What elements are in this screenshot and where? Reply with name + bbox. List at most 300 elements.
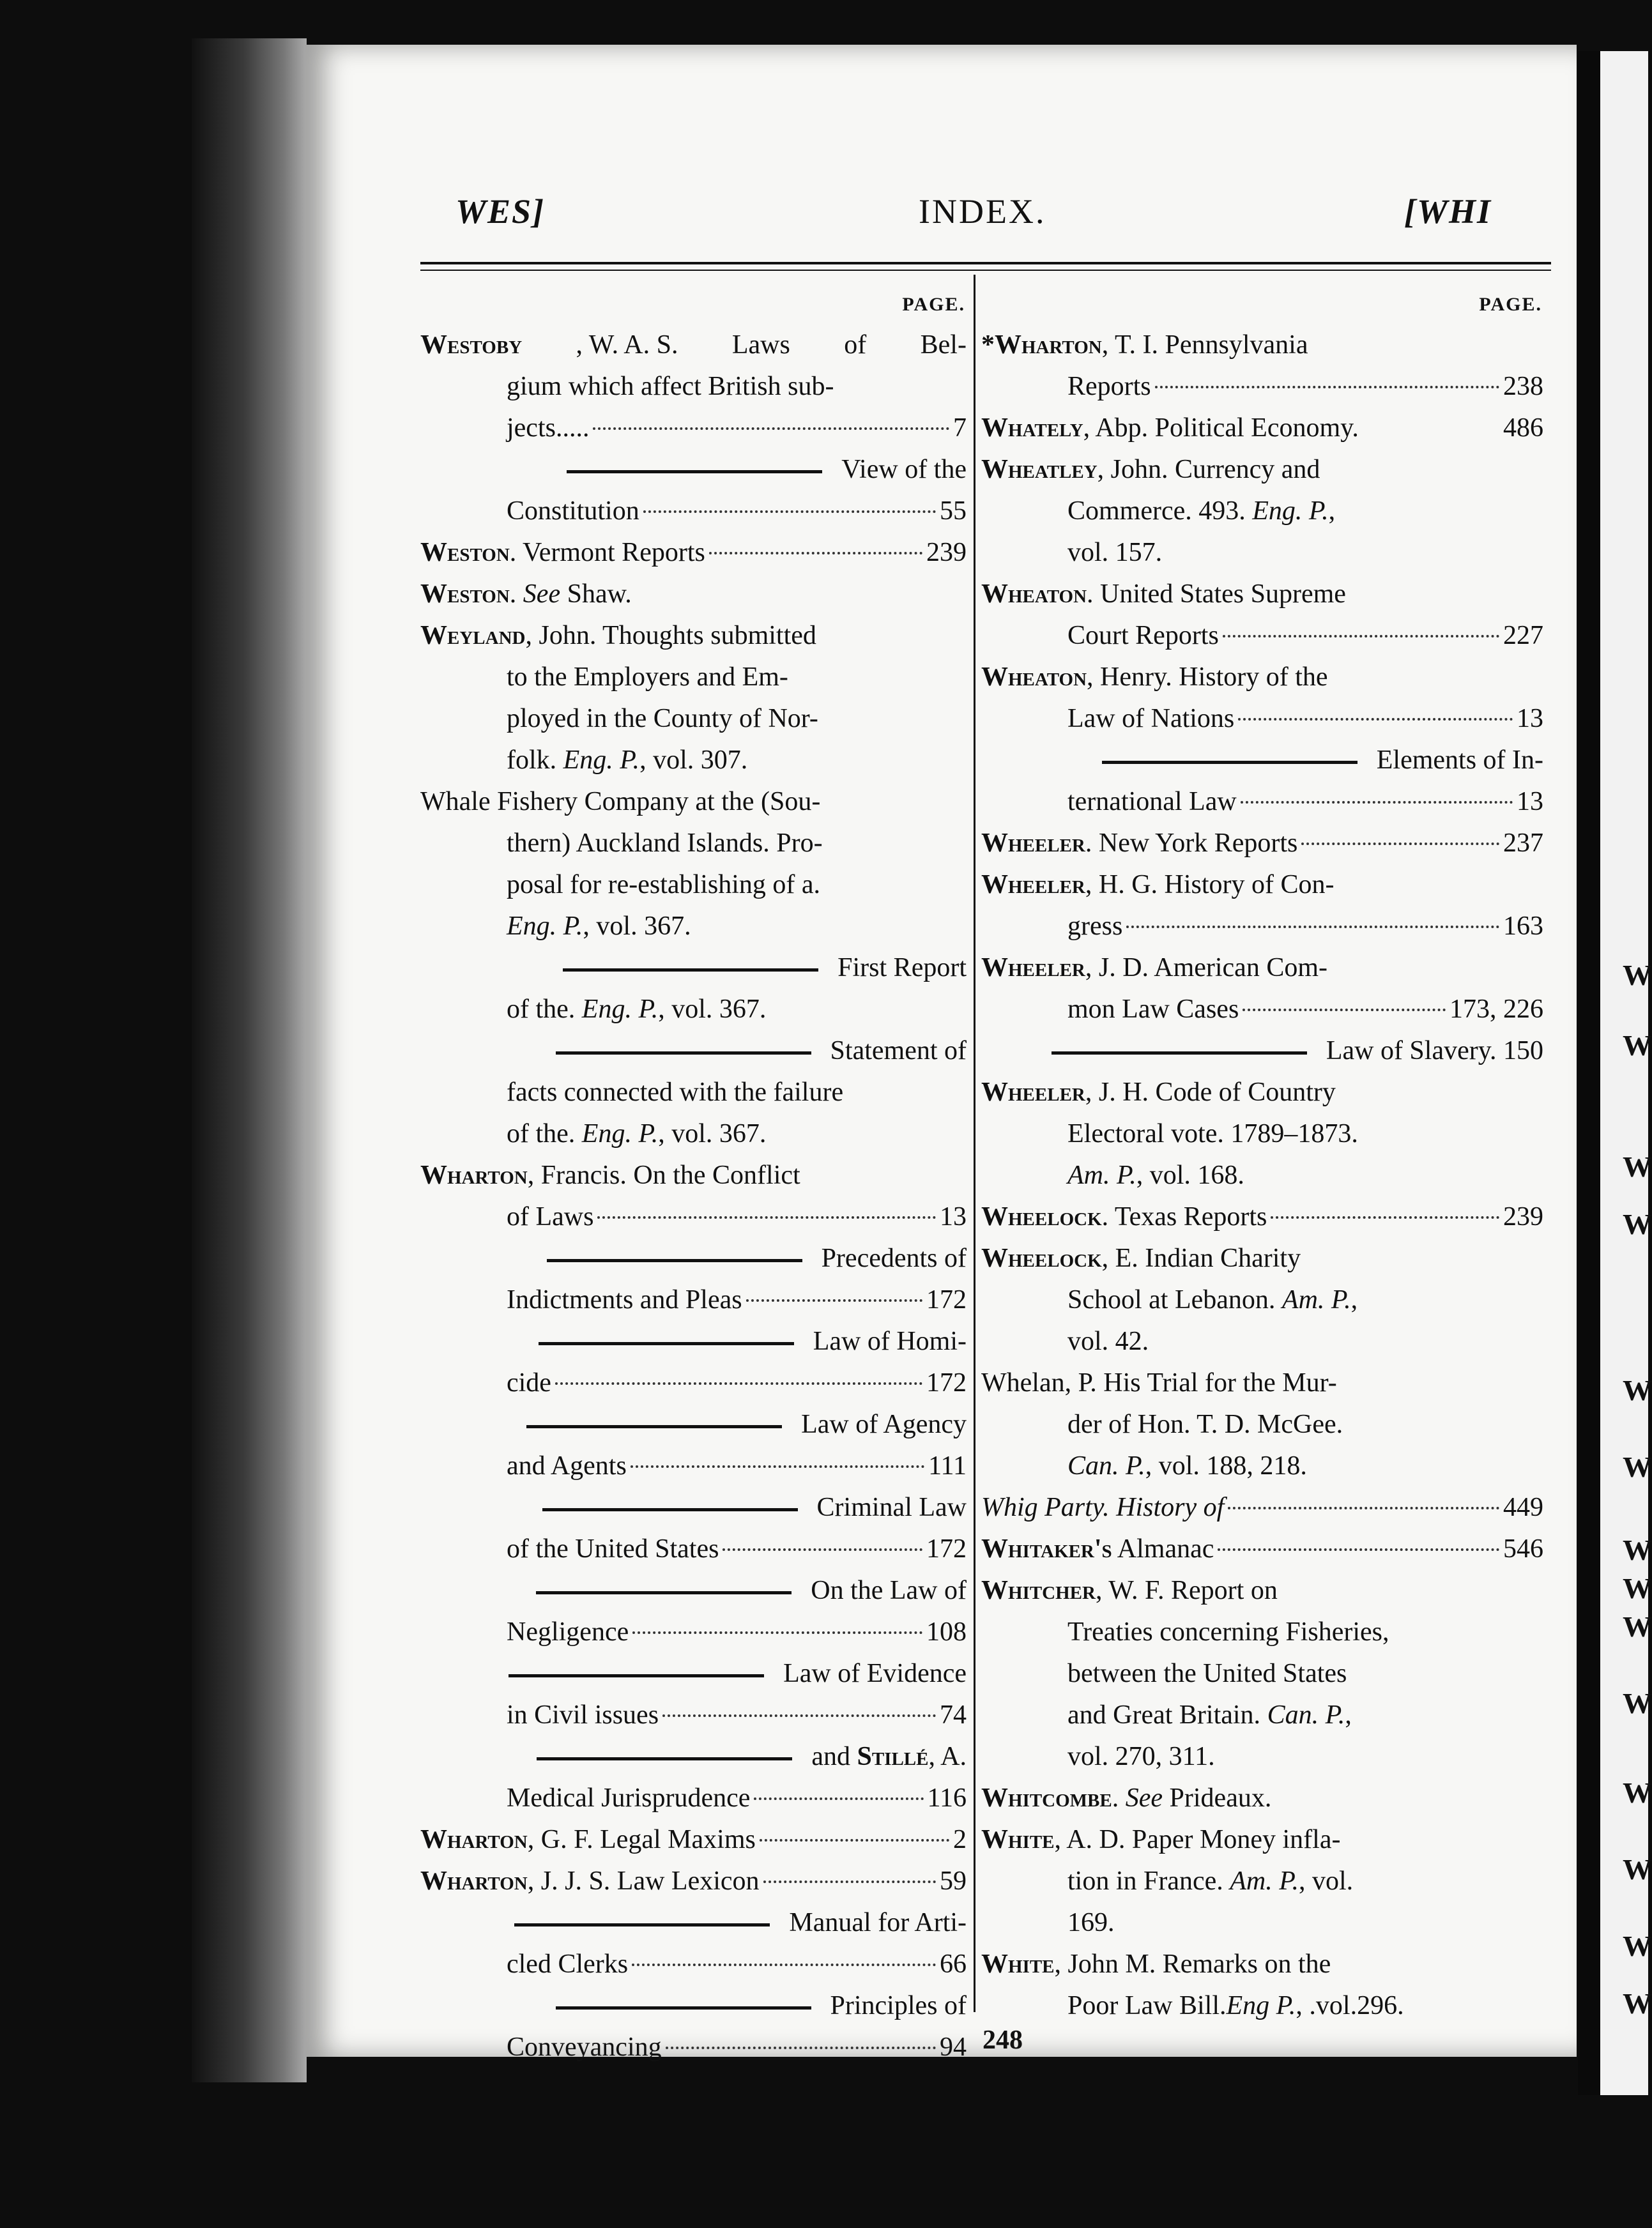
entry-text: , (1350, 1285, 1358, 1315)
entry-line (420, 1529, 967, 1570)
dot-leader (763, 1881, 936, 1883)
dot-leader (1301, 843, 1499, 845)
entry-line (981, 1196, 1543, 1238)
entry-text: . United States Supreme (1087, 579, 1346, 609)
index-entry (420, 615, 967, 781)
entry-text-group (507, 1196, 593, 1238)
entry-heading: Wheelock (981, 1202, 1102, 1232)
entry-text-group (830, 1991, 967, 2020)
entry-text-group (811, 1742, 967, 1771)
entry-line (981, 532, 1543, 574)
entry-line (420, 1030, 967, 1072)
entry-italic: See (523, 579, 561, 609)
index-column-left (420, 294, 967, 2068)
entry-line (981, 740, 1543, 781)
entry-heading: Wheatley (981, 455, 1098, 484)
entry-text: Electoral vote. 1789–1873. (1067, 1119, 1358, 1148)
entry-text: Principles of (830, 1991, 967, 2020)
ditto-rule (1052, 1051, 1307, 1055)
entry-text: facts connected with the failure (507, 1078, 844, 1107)
entry-text: Precedents of (821, 1244, 967, 1273)
index-entry (981, 1529, 1543, 1570)
dot-leader (631, 1465, 924, 1468)
entry-text: , Henry. History of the (1087, 662, 1328, 692)
entry-heading: Wheeler (981, 953, 1085, 982)
page-ref: 486 (1503, 413, 1543, 443)
entry-text: , G. F. Legal Maxims (527, 1825, 756, 1854)
entry-line (420, 1570, 967, 1612)
index-entry (981, 449, 1543, 574)
entry-text-group (507, 2027, 662, 2068)
entry-text: gress (1067, 912, 1123, 941)
entry-text: Constitution (507, 496, 639, 526)
entry-italic: Whig Party. History of (981, 1493, 1225, 1522)
entry-text: Laws (731, 330, 790, 360)
entry-italic: Am. P. (1230, 1866, 1299, 1896)
entry-text-group (507, 1279, 742, 1321)
page-ref: 59 (940, 1866, 967, 1896)
index-entry (981, 1570, 1543, 1778)
entry-text-group (1067, 781, 1237, 823)
index-entry (981, 1778, 1543, 1819)
entry-text-group (837, 953, 967, 982)
entry-text: , vol. 307. (639, 745, 748, 775)
dot-leader (754, 1797, 923, 1800)
dot-leader (760, 1839, 949, 1842)
entry-line (981, 1404, 1543, 1446)
ditto-rule (547, 1259, 802, 1262)
entry-line (420, 906, 967, 947)
index-entry (420, 532, 967, 574)
index-entry (420, 1819, 967, 1861)
entry-text-group (981, 408, 1359, 449)
entry-line (420, 1446, 967, 1487)
index-entry (420, 324, 967, 449)
entry-line (420, 1819, 967, 1861)
entry-text: , vol. (1299, 1866, 1354, 1896)
entry-text: Statement of (830, 1036, 967, 1065)
entry-line (981, 1529, 1543, 1570)
entry-italic: Am. P. (1067, 1161, 1136, 1190)
entry-text: der of Hon. T. D. McGee. (1067, 1410, 1343, 1439)
facing-page-letter: W (1623, 1776, 1652, 1809)
facing-page-letter: W (1623, 959, 1652, 991)
index-entry (981, 1238, 1543, 1362)
entry-text: , E. Indian Charity (1101, 1244, 1301, 1273)
entry-text-group (981, 1529, 1214, 1570)
dot-leader (666, 2047, 936, 2049)
entry-text: jects..... (507, 413, 590, 443)
entry-text: cled Clerks (507, 1950, 629, 1979)
dot-leader (1223, 635, 1499, 637)
entry-text-group (817, 1493, 967, 1522)
entry-text: Law of Evidence (783, 1659, 967, 1688)
entry-text-group (981, 1196, 1267, 1238)
entry-text: . Texas Reports (1101, 1202, 1267, 1232)
entry-text: gium which affect British sub- (507, 372, 834, 401)
page-ref: 108 (926, 1617, 967, 1647)
page-ref: 163 (1503, 912, 1543, 941)
entry-text: Commerce. 493. (1067, 496, 1253, 526)
entry-line (981, 864, 1543, 906)
entry-text-group (507, 1695, 659, 1736)
entry-heading: Whitaker's (981, 1534, 1112, 1564)
entry-heading: Wheaton (981, 662, 1087, 692)
entry-line (981, 1653, 1543, 1695)
entry-line (420, 1653, 967, 1695)
entry-text: of Laws (507, 1202, 594, 1232)
dot-leader (1228, 1507, 1499, 1509)
entry-italic: Eng. P. (1252, 496, 1329, 526)
entry-line (981, 1321, 1543, 1362)
entry-line (981, 615, 1543, 657)
scan-shadow (192, 38, 307, 2082)
entry-text: in Civil issues (507, 1700, 659, 1730)
entry-text: Indictments and Pleas (507, 1285, 742, 1315)
entries-right (981, 324, 1543, 2027)
entry-line (420, 1321, 967, 1362)
entry-line (420, 1902, 967, 1944)
entry-text: , .vol.296. (1296, 1991, 1404, 2020)
facing-page-letter: W (1623, 1930, 1652, 1962)
entry-heading: Wharton (420, 1161, 528, 1190)
entry-text: , A. (928, 1742, 967, 1771)
entry-text-group (1377, 745, 1543, 775)
entry-line (981, 906, 1543, 947)
entry-text: , T. I. Pennsylvania (1101, 330, 1308, 360)
entry-line (981, 1446, 1543, 1487)
entry-text-group (1067, 615, 1219, 657)
entry-text-group (420, 1861, 760, 1902)
column-divider (974, 275, 975, 2012)
entry-line (981, 1902, 1543, 1944)
index-entry (420, 449, 967, 532)
entry-text-group (830, 1036, 967, 1065)
index-entry (981, 864, 1543, 947)
entry-line (420, 615, 967, 657)
entry-italic: Eng. P. (581, 995, 659, 1024)
entry-line (981, 408, 1543, 449)
entry-line (420, 1113, 967, 1155)
entry-heading: Wheeler (981, 870, 1085, 899)
entry-line (420, 449, 967, 491)
index-entry (981, 574, 1543, 657)
entry-text: of the United States (507, 1534, 719, 1564)
facing-page-letter: W (1623, 1150, 1652, 1183)
entry-text: between the United States (1067, 1659, 1347, 1688)
ditto-rule (542, 1508, 798, 1511)
facing-page-letter: W (1623, 1687, 1652, 1720)
entry-text-group (783, 1659, 967, 1688)
page-ref: 55 (940, 496, 967, 526)
dot-leader (723, 1548, 922, 1551)
page-ref: 66 (940, 1950, 967, 1979)
entry-line (981, 1362, 1543, 1404)
index-entry (420, 1985, 967, 2068)
entry-text: , vol. 367. (658, 1119, 767, 1148)
dot-leader (1155, 386, 1499, 388)
page-ref: 227 (1503, 621, 1543, 650)
entry-text: Medical Jurisprudence (507, 1783, 751, 1813)
dot-leader (1126, 926, 1499, 928)
entry-line (981, 781, 1543, 823)
entry-text-group (507, 1944, 628, 1985)
page-ref: 74 (940, 1700, 967, 1730)
entry-line (420, 1196, 967, 1238)
entry-text: Law of Slavery. 150 (1326, 1036, 1543, 1065)
entry-heading: Weyland (420, 621, 526, 650)
entry-line (981, 1985, 1543, 2027)
page-ref: 13 (1517, 704, 1543, 733)
page-ref: 238 (1503, 372, 1543, 401)
entry-text: Criminal Law (816, 1493, 967, 1522)
page-ref: 94 (940, 2033, 967, 2062)
index-entry (981, 740, 1543, 823)
entry-text-group (1067, 906, 1122, 947)
dot-leader (1238, 718, 1513, 721)
index-entry (981, 1819, 1543, 1944)
entry-text: School at Lebanon. (1067, 1285, 1282, 1315)
page-ref: 239 (926, 538, 967, 567)
entry-text: , H. G. History of Con- (1085, 870, 1335, 899)
entry-text: Prideaux. (1163, 1783, 1272, 1813)
entry-text: of (844, 330, 867, 360)
index-entry (420, 1570, 967, 1653)
entry-text: of the. (507, 995, 582, 1024)
ditto-rule (537, 1757, 792, 1760)
entry-heading: White (981, 1825, 1055, 1854)
ditto-rule (536, 1591, 792, 1594)
entry-line (981, 1570, 1543, 1612)
entry-text-group (1067, 989, 1239, 1030)
entry-line (981, 1487, 1543, 1529)
entry-italic: Can. P. (1067, 1451, 1145, 1481)
entry-text-group (789, 1908, 967, 1937)
entry-text: , vol. 168. (1136, 1161, 1244, 1190)
entry-text: folk. (507, 745, 563, 775)
facing-page-letter: W (1623, 1572, 1652, 1605)
entry-line (981, 1944, 1543, 1985)
dot-leader (1243, 1009, 1446, 1011)
entry-line (981, 324, 1543, 366)
page-ref: 237 (1503, 828, 1543, 858)
entry-heading: *Wharton (981, 330, 1102, 360)
page-ref: 111 (928, 1451, 967, 1481)
entry-text: Poor Law Bill. (1067, 1991, 1227, 2020)
entry-text: posal for re-establishing of a. (507, 870, 821, 899)
entry-italic: Eng. P. (507, 912, 583, 941)
entry-line (981, 698, 1543, 740)
entry-text: . Vermont Reports (509, 538, 705, 567)
header-left: WES] (455, 192, 546, 231)
entry-text: On the Law of (811, 1576, 967, 1605)
entry-italic: Eng. P. (581, 1119, 659, 1148)
entry-line (420, 947, 967, 989)
entry-heading: Weston (420, 538, 510, 567)
entry-text: Whelan, P. His Trial for the Mur- (981, 1368, 1337, 1398)
entry-line (420, 1944, 967, 1985)
entry-line (420, 1279, 967, 1321)
index-entry (420, 1902, 967, 1985)
entry-line (420, 1072, 967, 1113)
facing-page-letter: W (1623, 1610, 1652, 1643)
entry-text: Court Reports (1067, 621, 1219, 650)
entry-text: vol. 42. (1067, 1327, 1149, 1356)
entry-text-group (813, 1327, 967, 1356)
facing-page-letter: W (1623, 1987, 1652, 2020)
entry-text: , A. D. Paper Money infla- (1054, 1825, 1341, 1854)
entry-line (420, 1736, 967, 1778)
index-entry (981, 823, 1543, 864)
entry-heading: Wheeler (981, 1078, 1085, 1107)
entry-heading: White (981, 1950, 1055, 1979)
index-entry (981, 1072, 1543, 1196)
entry-line (420, 1362, 967, 1404)
entry-text: , (1345, 1700, 1352, 1730)
entry-line (981, 1736, 1543, 1778)
page-ref: 116 (927, 1783, 967, 1813)
entry-text: and Great Britain. (1067, 1700, 1267, 1730)
entry-line (420, 532, 967, 574)
ditto-rule (556, 2006, 811, 2010)
entry-italic: Eng P. (1226, 1991, 1296, 2020)
entry-text-group (1067, 366, 1151, 408)
entry-line (981, 1030, 1543, 1072)
dot-leader (709, 552, 922, 554)
entry-text-group (801, 1410, 967, 1439)
entry-text-group (507, 1529, 719, 1570)
dot-leader (1218, 1548, 1499, 1551)
entry-text: , Abp. Political Economy. (1083, 413, 1359, 443)
ditto-rule (1102, 761, 1358, 764)
entry-line (981, 1155, 1543, 1196)
entry-heading: Whately (981, 413, 1083, 443)
facing-page-letters (1623, 0, 1652, 2228)
index-entry (420, 781, 967, 947)
index-entry (420, 1030, 967, 1155)
entry-line (420, 1861, 967, 1902)
index-entry (981, 1944, 1543, 2027)
index-entry (420, 947, 967, 1030)
index-entry (420, 1404, 967, 1487)
facing-page-letter: W (1623, 1534, 1652, 1566)
index-entry (981, 1487, 1543, 1529)
dot-leader (597, 1216, 936, 1219)
entry-text: , Francis. On the Conflict (527, 1161, 800, 1190)
entry-line (420, 1612, 967, 1653)
index-entry (981, 657, 1543, 740)
entry-line (420, 740, 967, 781)
entry-line (420, 1487, 967, 1529)
entry-line (420, 781, 967, 823)
entry-text: vol. 270, 311. (1067, 1742, 1215, 1771)
entry-heading: Whitcombe (981, 1783, 1112, 1813)
header-rule-thick (420, 262, 1551, 264)
entry-line (420, 366, 967, 408)
entry-heading: Westoby (420, 330, 523, 360)
page-ref: 172 (926, 1368, 967, 1398)
entry-text-group (507, 1612, 629, 1653)
entry-text-group (507, 1446, 627, 1487)
entry-line (981, 1861, 1543, 1902)
entry-line (981, 1612, 1543, 1653)
dot-leader (662, 1714, 936, 1717)
dot-leader (746, 1299, 922, 1302)
entry-line (420, 657, 967, 698)
entry-line (981, 657, 1543, 698)
index-entry (981, 1362, 1543, 1487)
entry-text: Negligence (507, 1617, 629, 1647)
entry-text: ternational Law (1067, 787, 1237, 816)
entry-line (420, 698, 967, 740)
entry-text: tion in France. (1067, 1866, 1230, 1896)
entry-text: Whale Fishery Company at the (Sou- (420, 787, 821, 816)
entry-heading: Wheaton (981, 579, 1087, 609)
entry-text-group (507, 1778, 750, 1819)
entry-line (981, 1695, 1543, 1736)
entry-line (420, 1238, 967, 1279)
entry-text: Almanac (1112, 1534, 1214, 1564)
entry-text: Law of Homi- (813, 1327, 967, 1356)
ditto-rule (509, 1674, 764, 1677)
entry-line (981, 1279, 1543, 1321)
entry-line (420, 1778, 967, 1819)
dot-leader (1241, 801, 1513, 804)
header-title: INDEX. (919, 192, 1046, 231)
entry-line (420, 989, 967, 1030)
entry-text: Law of Agency (801, 1410, 967, 1439)
entry-italic: Can. P. (1267, 1700, 1345, 1730)
entry-text: , John. Thoughts submitted (525, 621, 816, 650)
entry-heading: Weston (420, 579, 510, 609)
ditto-rule (514, 1923, 770, 1927)
entry-text: cide (507, 1368, 551, 1398)
page-ref: 172 (926, 1534, 967, 1564)
entry-text: of the. (507, 1119, 582, 1148)
page-label-left: PAGE. (902, 294, 965, 315)
entry-line (981, 449, 1543, 491)
entry-line (981, 989, 1543, 1030)
entry-text: to the Employers and Em- (507, 662, 788, 692)
entry-line (981, 574, 1543, 615)
dot-leader (632, 1964, 936, 1966)
entry-line (420, 491, 967, 532)
entry-line (420, 1695, 967, 1736)
entry-text: , vol. 188, 218. (1145, 1451, 1307, 1481)
facing-page-letter: W (1623, 1853, 1652, 1886)
entry-line (981, 491, 1543, 532)
entry-heading: Wheeler (981, 828, 1085, 858)
entry-line (981, 1113, 1543, 1155)
index-entry (981, 408, 1543, 449)
index-entry (420, 1736, 967, 1819)
entry-text: vol. 157. (1067, 538, 1163, 567)
entry-text: . New York Reports (1085, 828, 1298, 858)
entry-text: Treaties concerning Fisheries, (1067, 1617, 1389, 1647)
index-entry (420, 1653, 967, 1736)
entry-line (981, 1072, 1543, 1113)
entry-text: , J. D. American Com- (1085, 953, 1327, 982)
entry-text: Elements of In- (1376, 745, 1543, 775)
index-entry (420, 1155, 967, 1238)
book-page (305, 45, 1577, 2062)
entry-text: , (1328, 496, 1336, 526)
entry-text-group (420, 532, 705, 574)
entry-text-group (822, 1244, 967, 1273)
entry-line (420, 1155, 967, 1196)
entry-text-group (981, 1487, 1224, 1529)
dot-leader (643, 510, 936, 513)
